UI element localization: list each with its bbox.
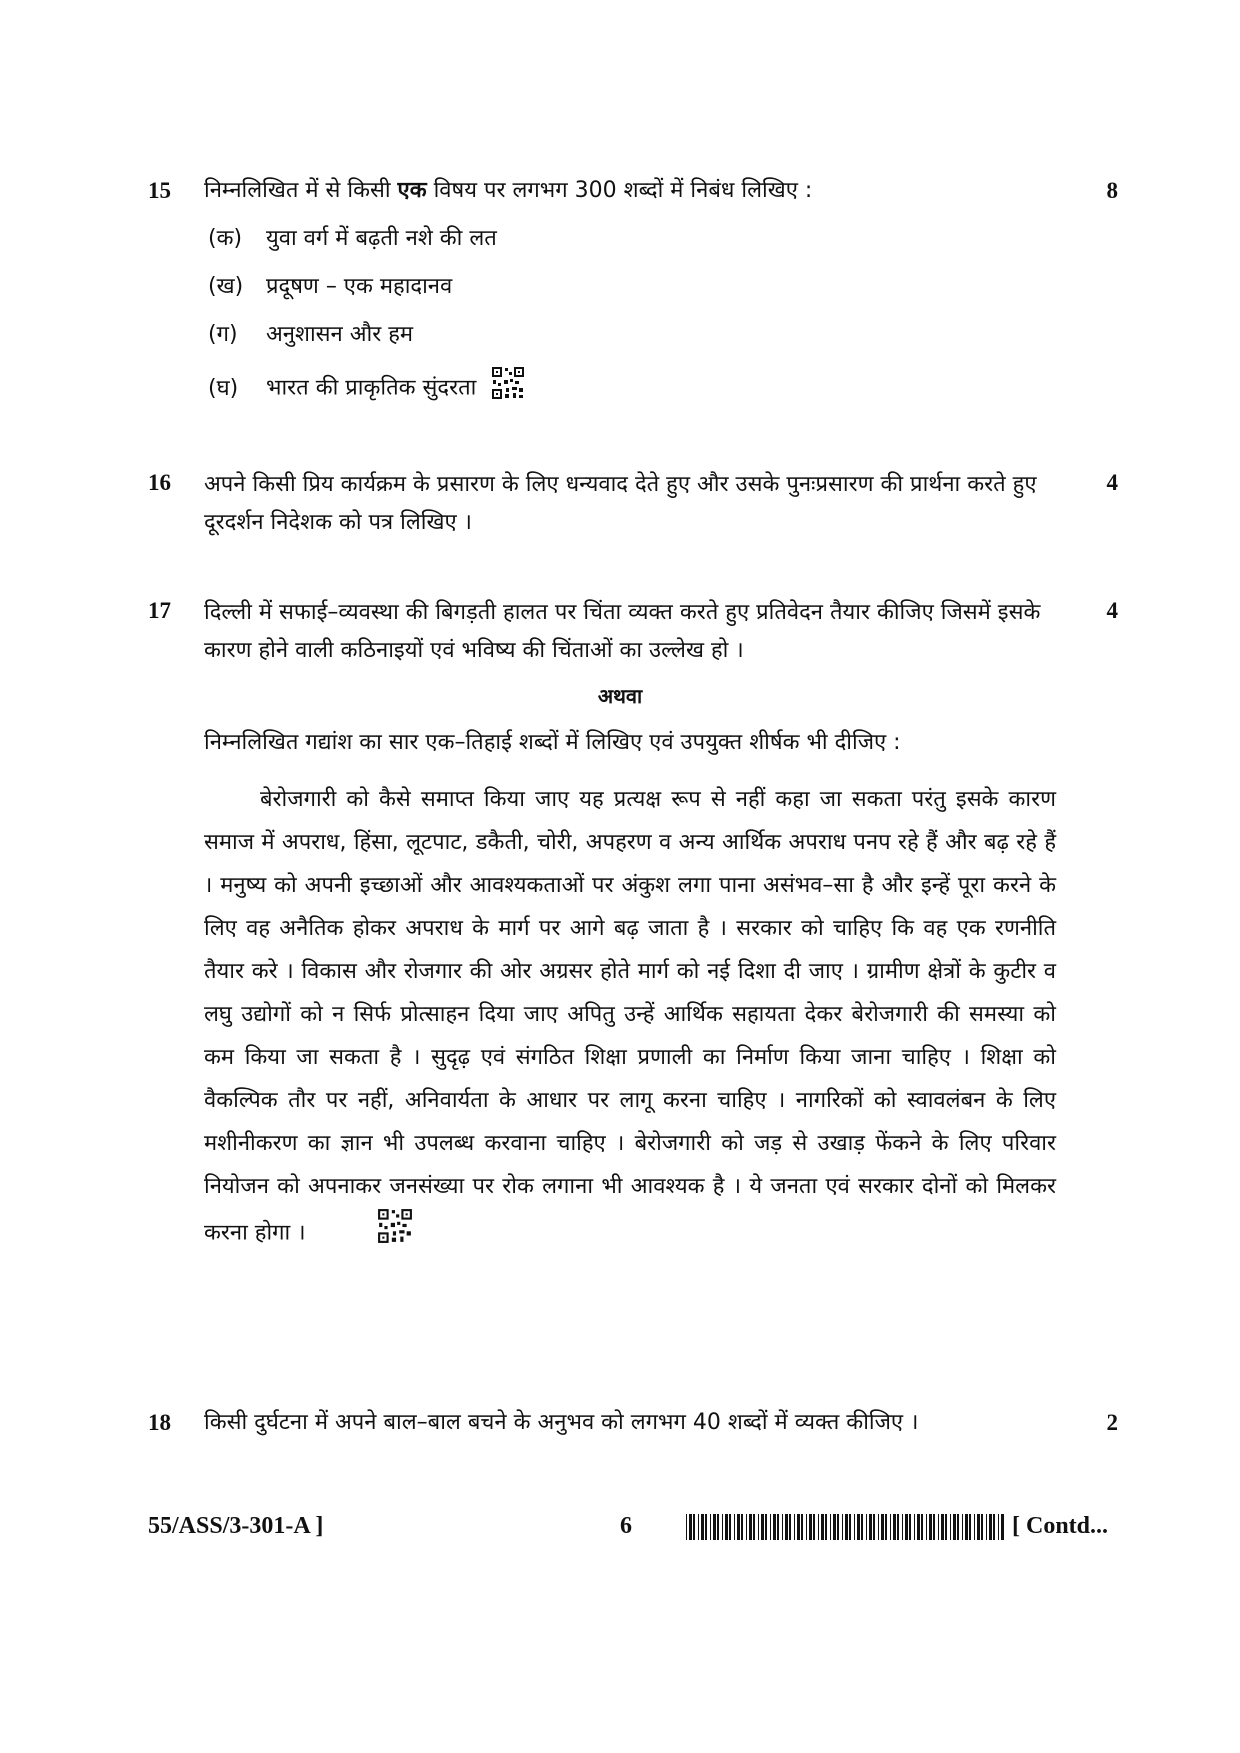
or-label: अथवा — [597, 684, 643, 708]
question-16 — [148, 466, 1118, 546]
question-text: अपने किसी प्रिय कार्यक्रम के प्रसारण के लिए धन्यवाद देते हुए और उसके पुनःप्रसारण की प्रार्थना करते हुए दूरदर्शन निदेशक को पत्र लिखिए । — [204, 472, 1037, 535]
option-ka — [208, 222, 497, 256]
option-label: (ख) — [208, 274, 244, 299]
qr-code-icon — [491, 366, 525, 411]
question-marks: 4 — [1106, 598, 1118, 623]
question-marks: 4 — [1106, 470, 1118, 495]
question-text: दिल्ली में सफाई–व्यवस्था की बिगड़ती हालत पर चिंता व्यक्त करते हुए प्रतिवेदन तैयार कीजिए जिसमें इसके कारण होने वाली कठिनाइयों एवं भविष्य की चिंताओं का उल्लेख हो । — [204, 600, 1041, 663]
barcode-icon — [686, 1514, 1006, 1544]
question-number: 16 — [148, 470, 171, 495]
page-number: 6 — [620, 1513, 632, 1539]
qr-code-icon — [321, 1208, 413, 1259]
question-15 — [148, 174, 1118, 414]
question-number: 15 — [148, 178, 171, 203]
contd-label: [ Contd... — [1012, 1513, 1109, 1539]
question-17 — [148, 594, 1118, 674]
paper-code: 55/ASS/3-301-A ] — [148, 1513, 324, 1539]
emphasis-word: एक — [397, 178, 427, 203]
passage — [204, 778, 1056, 1259]
option-text: प्रदूषण – एक महादानव — [266, 274, 453, 299]
option-text: अनुशासन और हम — [266, 322, 414, 347]
question-text: निम्नलिखित में से किसी एक विषय पर लगभग 300 शब्दों में निबंध लिखिए : — [204, 178, 813, 203]
option-gha — [208, 366, 525, 400]
option-ga — [208, 318, 413, 352]
question-text: किसी दुर्घटना में अपने बाल–बाल बचने के अनुभव को लगभग 40 शब्दों में व्यक्त कीजिए । — [204, 1410, 919, 1435]
passage-text: बेरोजगारी को कैसे समाप्त किया जाए यह प्रत्यक्ष रूप से नहीं कहा जा सकता परंतु इसके कारण समाज में अपराध, हिंसा, लूटपाट, डकैती, चोरी, अपहरण व अन्य आर्थिक अपराध पनप रहे हैं और बढ़ रहे हैं । मनुष्य को अपनी इच्छाओं और आवश्यकताओं पर अंकुश लगा पाना असंभव–सा है और इन्हें पूरा करने के लिए वह अनैतिक होकर अपराध के मार्ग पर आगे बढ़ जाता है । सरकार को चाहिए कि वह एक रणनीति तैयार करे । विकास और रोजगार की ओर अग्रसर होते मार्ग को नई दिशा दी जाए । ग्रामीण क्षेत्रों के कुटीर व लघु उद्योगों को न सिर्फ प्रोत्साहन दिया जाए अपितु उन्हें आर्थिक सहायता देकर बेरोजगारी की समस्या को कम किया जा सकता है । सुदृढ़ एवं संगठित शिक्षा प्रणाली का निर्माण किया जाना चाहिए । शिक्षा को वैकल्पिक तौर पर नहीं, अनिवार्यता के आधार पर लागू करना चाहिए । नागरिकों को स्वावलंबन के लिए मशीनीकरण का ज्ञान भी उपलब्ध करवाना चाहिए । बेरोजगारी को जड़ से उखाड़ फेंकने के लिए परिवार नियोजन को अपनाकर जनसंख्या पर रोक लगाना भी आवश्यक है । ये जनता एवं सरकार दोनों को मिलकर करना होगा । — [204, 787, 1056, 1246]
question-marks: 8 — [1106, 178, 1118, 203]
question-18 — [148, 1406, 1118, 1446]
option-kha — [208, 270, 452, 304]
option-label: (क) — [208, 226, 243, 251]
alternate-instruction: निम्नलिखित गद्यांश का सार एक–तिहाई शब्दों में लिखिए एवं उपयुक्त शीर्षक भी दीजिए : — [204, 730, 901, 755]
question-number: 17 — [148, 598, 171, 623]
option-text: भारत की प्राकृतिक सुंदरता — [266, 375, 477, 401]
option-text: युवा वर्ग में बढ़ती नशे की लत — [266, 226, 497, 251]
option-label: (ग) — [208, 322, 238, 347]
question-marks: 2 — [1106, 1410, 1118, 1435]
option-label: (घ) — [208, 375, 239, 401]
question-number: 18 — [148, 1410, 171, 1435]
